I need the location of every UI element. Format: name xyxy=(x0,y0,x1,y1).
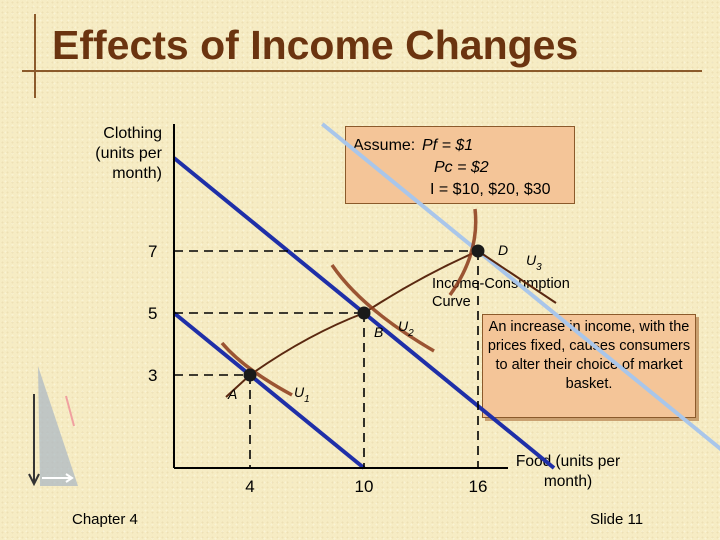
assume-food-price: Pf = $1 xyxy=(422,137,474,154)
y-tick-label-3: 3 xyxy=(148,366,158,385)
point-a xyxy=(244,369,257,382)
assume-label: Assume: xyxy=(353,137,416,154)
footer-chapter: Chapter 4 xyxy=(72,511,138,528)
point-d xyxy=(472,245,485,258)
budget-line-1 xyxy=(174,313,364,468)
point-b xyxy=(358,307,371,320)
point-label-b: B xyxy=(374,324,384,340)
budget-line-3 xyxy=(322,124,720,468)
icc-label: Income-Consumption Curve xyxy=(432,276,570,310)
y-tick-label-5: 5 xyxy=(148,304,158,323)
point-label-a: A xyxy=(228,386,238,402)
indifference-label-3: $U_3$ xyxy=(526,252,542,273)
x-tick-label-16: 16 xyxy=(468,477,488,496)
y-axis-label: Clothing (units per month) xyxy=(95,125,162,182)
assume-clothing-price: Pc = $2 xyxy=(434,159,489,176)
indifference-label-1: $U_1$ xyxy=(294,384,310,405)
footer-slide-number: Slide 11 xyxy=(590,511,644,528)
x-axis-label: Food (units per month) xyxy=(515,453,621,490)
x-tick-label-4: 4 xyxy=(245,477,255,496)
explanation-note: An increase in income, with the prices fixed, causes consumers to alter their choice of market basket. xyxy=(482,314,696,418)
y-tick-label-7: 7 xyxy=(148,242,158,261)
slide-title: Effects of Income Changes xyxy=(52,22,579,68)
point-label-d: D xyxy=(498,242,509,258)
assume-income: I = $10, $20, $30 xyxy=(430,181,551,198)
indifference-label-2: $U_2$ xyxy=(398,318,414,339)
x-tick-label-10: 10 xyxy=(354,477,374,496)
